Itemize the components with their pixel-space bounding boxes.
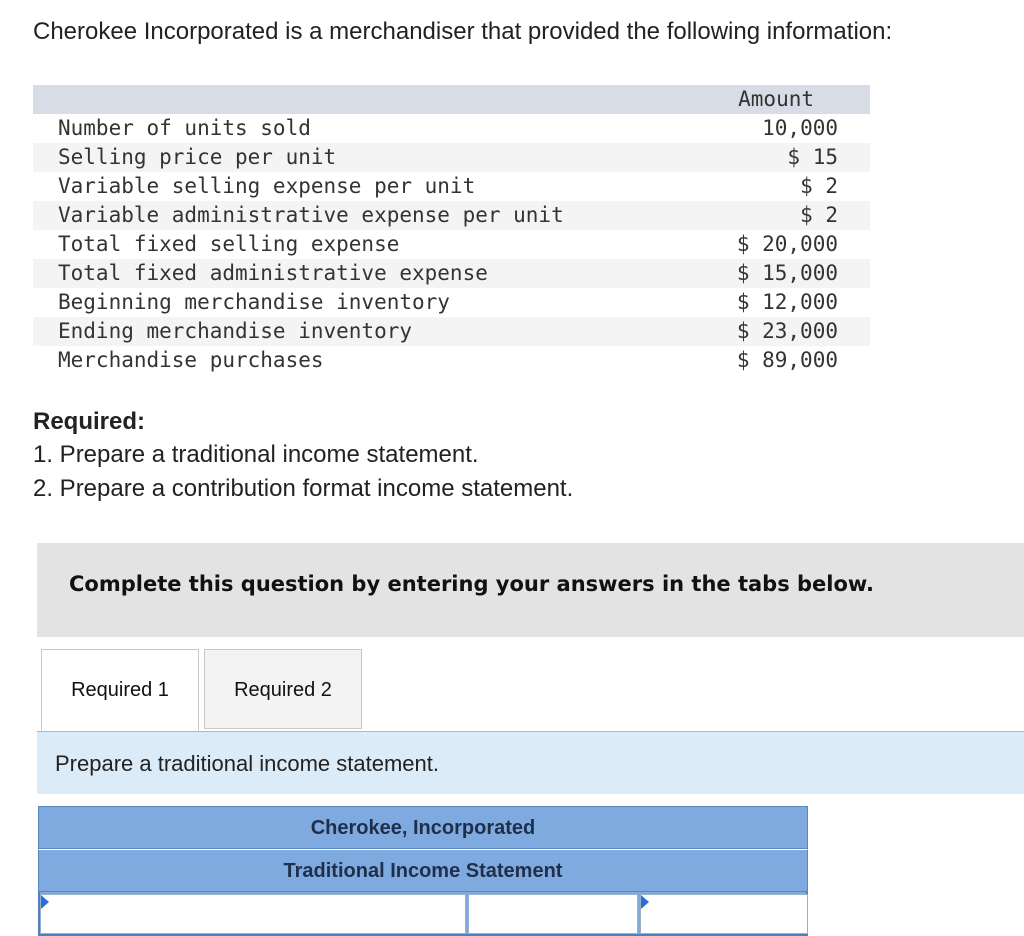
task-instruction-bar bbox=[37, 732, 1024, 794]
amount-column-header: Amount bbox=[738, 87, 814, 111]
required-item-1: 1. Prepare a traditional income statement. bbox=[33, 441, 479, 468]
info-table-header bbox=[33, 85, 870, 114]
statement-amount1-cell[interactable] bbox=[468, 894, 638, 934]
instructions-banner bbox=[37, 543, 1024, 637]
statement-label-cell[interactable] bbox=[40, 894, 466, 934]
info-row-fixed-selling bbox=[33, 230, 870, 259]
info-row-label: Variable administrative expense per unit bbox=[58, 203, 564, 227]
info-row-units-sold bbox=[33, 114, 870, 143]
tab-required-1[interactable]: Required 1 bbox=[41, 649, 199, 731]
info-row-fixed-admin bbox=[33, 259, 870, 288]
tab-required-2[interactable]: Required 2 bbox=[204, 649, 362, 729]
info-row-value: $ 15,000 bbox=[736, 261, 838, 285]
required-title: Required: bbox=[33, 408, 146, 435]
instructions-banner-text: Complete this question by entering your answers in the tabs below. bbox=[69, 572, 874, 596]
info-table bbox=[33, 85, 870, 375]
statement-title: Traditional Income Statement bbox=[38, 849, 808, 892]
info-row-value: $ 15 bbox=[787, 145, 838, 169]
statement-company-name: Cherokee, Incorporated bbox=[38, 806, 808, 849]
info-row-value: 10,000 bbox=[762, 116, 838, 140]
income-statement-table bbox=[38, 806, 808, 936]
info-row-selling-price bbox=[33, 143, 870, 172]
info-row-value: $ 89,000 bbox=[736, 348, 838, 372]
info-row-ending-inventory bbox=[33, 317, 870, 346]
info-row-label: Total fixed administrative expense bbox=[58, 261, 488, 285]
statement-amount1-input[interactable] bbox=[469, 895, 637, 933]
info-row-purchases bbox=[33, 346, 870, 375]
statement-row bbox=[38, 892, 808, 936]
info-row-label: Total fixed selling expense bbox=[58, 232, 400, 256]
info-row-beginning-inventory bbox=[33, 288, 870, 317]
info-row-value: $ 12,000 bbox=[736, 290, 838, 314]
required-section bbox=[33, 408, 573, 508]
info-row-value: $ 23,000 bbox=[736, 319, 838, 343]
info-row-label: Ending merchandise inventory bbox=[58, 319, 413, 343]
info-row-label: Number of units sold bbox=[58, 116, 311, 140]
statement-amount2-cell[interactable] bbox=[640, 894, 808, 934]
info-row-variable-selling bbox=[33, 172, 870, 201]
info-row-label: Merchandise purchases bbox=[58, 348, 324, 372]
info-row-label: Variable selling expense per unit bbox=[58, 174, 476, 198]
required-item-2: 2. Prepare a contribution format income statement. bbox=[33, 475, 574, 502]
info-row-value: $ 2 bbox=[800, 203, 838, 227]
question-intro: Cherokee Incorporated is a merchandiser that provided the following information: bbox=[33, 18, 893, 45]
task-instruction: Prepare a traditional income statement. bbox=[55, 751, 439, 776]
info-row-label: Beginning merchandise inventory bbox=[58, 290, 450, 314]
statement-amount2-input[interactable] bbox=[641, 895, 807, 933]
tab-bar bbox=[37, 649, 1024, 732]
info-row-value: $ 20,000 bbox=[736, 232, 838, 256]
info-row-variable-admin bbox=[33, 201, 870, 230]
info-row-label: Selling price per unit bbox=[58, 145, 337, 169]
statement-label-input[interactable] bbox=[41, 895, 465, 933]
info-row-value: $ 2 bbox=[800, 174, 838, 198]
